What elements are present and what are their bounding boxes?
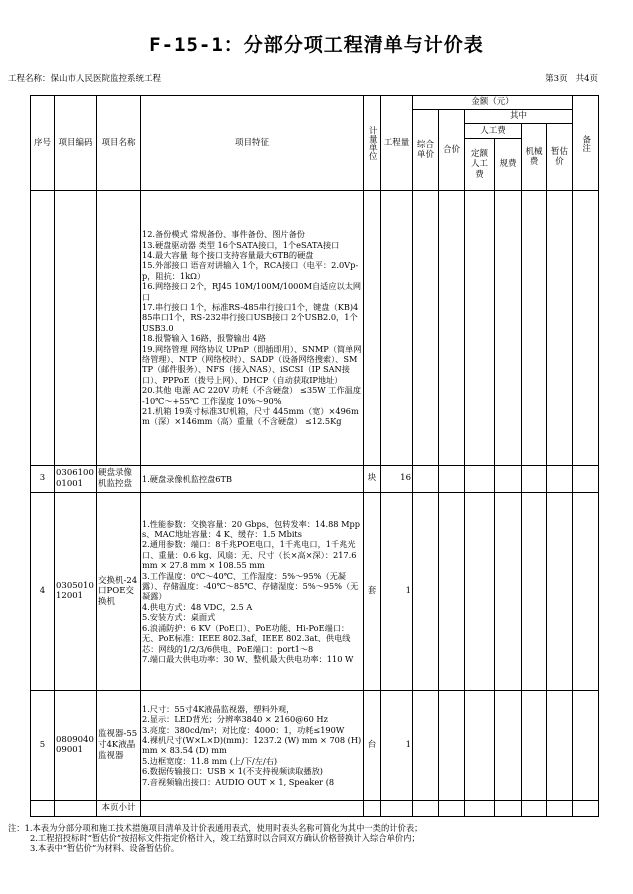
row-code: 030501012001 — [55, 492, 97, 690]
row-name: 交换机-24口POE交换机 — [97, 492, 141, 690]
header-unit-price: 综合单价 — [413, 110, 439, 191]
row-seq — [31, 191, 55, 465]
row-features: 12.备份模式 常规备份、事件备份、图片备份 13.硬盘驱动器 类型 16个SATA接口，1个eSATA接口 14.最大容量 每个接口支持容量最大6TB的硬盘 15.外部接口 语音对讲输入 1个，RCA接口（电平：2.0Vp-p，阻抗：1kΩ） 16.网络接口 2个，RJ45 10M/100M/1000M自适应以太网口 17.串行接口 1个，标准RS-485串行接口1个，键盘（KB)485串口1个，RS-232串行接口USB接口 2个USB2.0，1个USB3.0 18.报警输入 16路，报警输出 4路 19.网络管理 网络协议 UPnP（即插即用）、SNMP（简单网络管理）、NTP（网络校时）、SADP（设备网络搜索）、SMTP（邮件服务）、NFS（接入NAS）、iSCSI（IP SAN接口）、PPPoE（拨号上网）、DHCP（自动获取IP地址） 20.其他 电源 AC 220V 功耗（不含硬盘） ≤35W 工作温度 -10℃～+55℃ 工作湿度 10%～90% 21.机箱 19英寸标准3U机箱，尺寸 445mm（宽）×496mm（深）×146mm（高）重量（不含硬盘） ≤12.5Kg — [141, 191, 364, 465]
row-seq: 4 — [31, 492, 55, 690]
row-name: 监视器-55寸4K液晶监视器 — [97, 691, 141, 801]
header-provisional: 暂估价 — [547, 124, 573, 191]
header-seq: 序号 — [31, 96, 55, 191]
row-qty — [381, 191, 413, 465]
row-unit: 套 — [364, 492, 381, 690]
total-pages: 共4页 — [575, 74, 598, 84]
header-labor: 人工费 — [465, 124, 522, 138]
note-3: 3.本表中“暂估价”为材料、设备暂估价。 — [30, 843, 180, 854]
note-2: 2.工程招投标时“暂估价”按招标文件指定价格计入，竣工结算时以合同双方确认价格替换计入综合单价内； — [30, 833, 420, 844]
row-features: 1.硬盘录像机监控盘6TB — [141, 465, 364, 492]
row-features: 1.性能参数：交换容量：20 Gbps、包转发率：14.88 Mpps、MAC地址容量：4 K、缓存：1.5 Mbits 2.通用参数：端口：8千兆POE电口，1千兆电口，1千兆光口、重量：0.6 kg、风扇：无、尺寸（长×高×深）：217.6 mm × 27.8 mm × 108.55 mm 3.工作温度：0℃～40℃、工作湿度：5%～95%（无凝露）、存储温度：-40℃～85℃、存储湿度：5%～95%（无凝露） 4.供电方式：48 VDC，2.5 A 5.安装方式：桌面式 6.浪涌防护：6 KV（PoE口）、PoE功能、Hi-PoE端口：无、PoE标准：IEEE 802.3af、IEEE 802.3at、供电线芯：网线的1/2/3/6供电、PoE端口：port1～8 7.端口最大供电功率：30 W、整机最大供电功率：110 W — [141, 492, 364, 690]
header-amount: 金额（元） — [413, 96, 573, 110]
header-name: 项目名称 — [97, 96, 141, 191]
row-unit — [364, 191, 381, 465]
header-unit: 计量单位 — [364, 96, 381, 191]
header-total: 合价 — [439, 110, 465, 191]
header-code: 项目编码 — [55, 96, 97, 191]
row-qty: 1 — [381, 691, 413, 801]
pricing-table — [30, 95, 599, 817]
row-code: 030610001001 — [55, 465, 97, 492]
header-of-which: 其中 — [465, 110, 573, 124]
row-code: 080904009001 — [55, 691, 97, 801]
header-fixed-labor: 定额人工费 — [465, 138, 495, 191]
table-row — [31, 191, 599, 465]
table-row — [31, 465, 599, 492]
page-info — [537, 72, 598, 84]
table-row — [31, 492, 599, 690]
row-features: 1.尺寸：55寸4K液晶监视器，塑料外观， 2.显示：LED背光；分辨率3840 × 2160@60 Hz 3.亮度：380cd/m²；对比度：4000：1，功耗≤190W 4.裸机尺寸(W×L×D)(mm)：1237.2 (W) mm × 708 (H) mm × 83.54 (D) mm 5.边框宽度：11.8 mm (上/下/左/右) 6.数据传输接口：USB × 1(不支持视频读取播放) 7.音视频输出接口：AUDIO OUT × 1, Speaker (8 — [141, 691, 364, 801]
table-row — [31, 691, 599, 801]
subtotal-label: 本页小计 — [97, 800, 141, 816]
subtotal-row — [31, 800, 599, 816]
footnotes — [8, 823, 422, 853]
row-qty: 16 — [381, 465, 413, 492]
current-page: 第3页 — [545, 74, 568, 84]
page-title: F-15-1：分部分项工程清单与计价表 — [149, 34, 484, 56]
row-name — [97, 191, 141, 465]
row-name: 硬盘录像机监控盘 — [97, 465, 141, 492]
row-seq: 5 — [31, 691, 55, 801]
row-qty: 1 — [381, 492, 413, 690]
note-1: 注：1.本表为分部分项和施工技术措施项目清单及计价表通用表式，使用时表头名称可简化为其中一类的计价表； — [8, 823, 423, 833]
header-fees: 规费 — [495, 138, 522, 191]
row-unit: 台 — [364, 691, 381, 801]
header-machine: 机械费 — [522, 124, 547, 191]
row-code — [55, 191, 97, 465]
header-quantity: 工程量 — [381, 96, 413, 191]
header-remark: 备注 — [573, 96, 599, 191]
project-name: 工程名称：保山市人民医院监控系统工程 — [8, 74, 162, 84]
row-unit: 块 — [364, 465, 381, 492]
header-feature: 项目特征 — [141, 96, 364, 191]
row-seq: 3 — [31, 465, 55, 492]
